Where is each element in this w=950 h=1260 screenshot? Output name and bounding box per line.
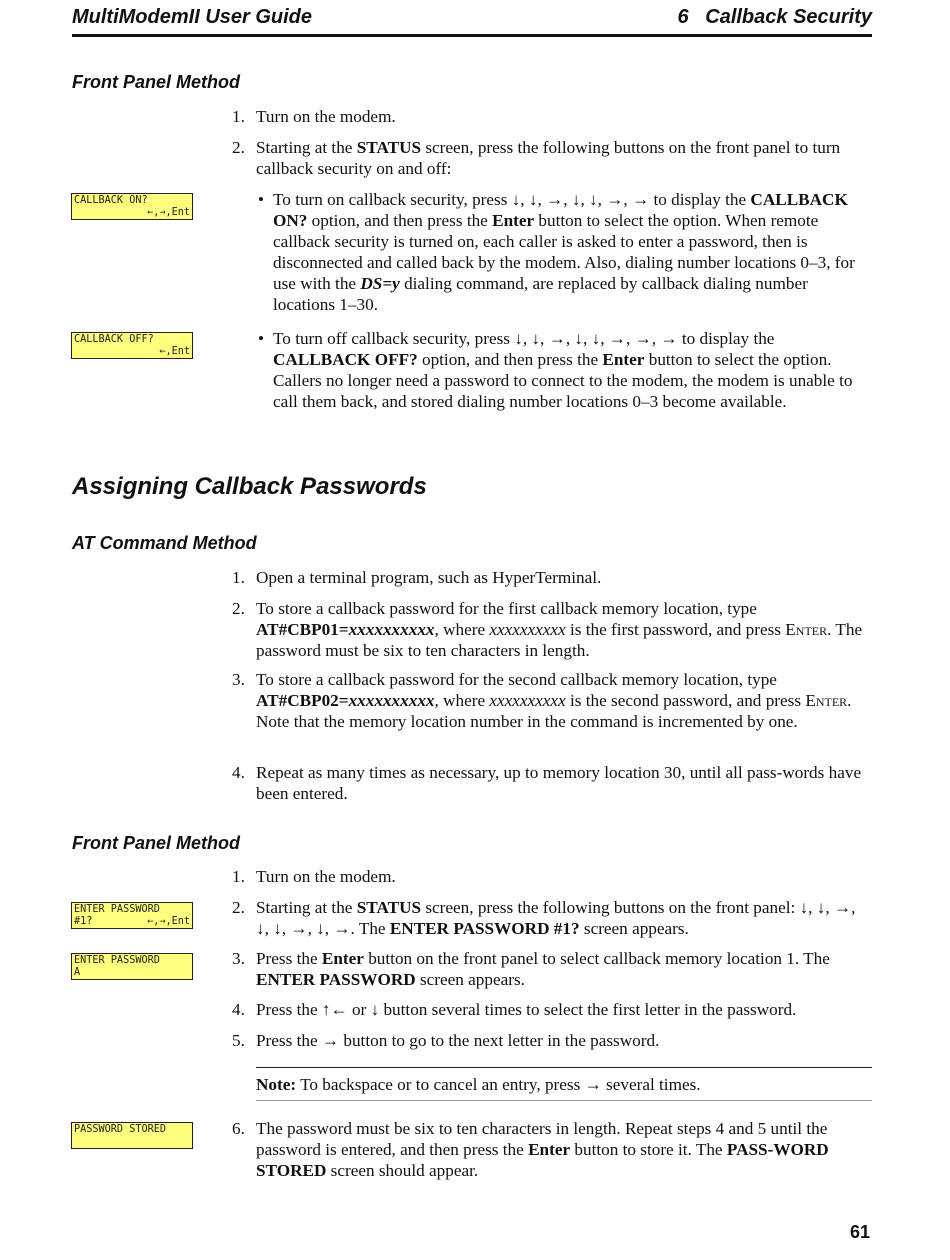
step-text: Turn on the modem. xyxy=(256,107,396,126)
running-header-title: MultiModemII User Guide xyxy=(72,6,313,28)
heading-at-command-method: AT Command Method xyxy=(72,533,257,553)
list-item: 3. To store a callback password for the second callback memory location, type AT#CBP02=xxxxxxxxxx, where xxxxxxxxxx is the second password, and press Enter. Note that the memory location number in the command is incremented by one. xyxy=(232,670,852,731)
list-item: 2. Starting at the STATUS screen, press the following buttons on the front panel: ↓, ↓, →, ↓, ↓, →, ↓, →. The ENTER PASSWORD #1? screen appears. xyxy=(232,898,856,938)
note-text: To backspace or to cancel an entry, press → several times. xyxy=(296,1075,701,1094)
lcd-display-password-stored: PASSWORD STORED xyxy=(71,1122,193,1149)
list-item: 4. Repeat as many times as necessary, up to memory location 30, until all pass-words have been entered. xyxy=(232,763,862,803)
list-item: 1. Turn on the modem. xyxy=(232,867,396,886)
bullet-text: To turn off callback security, press ↓, ↓, →, ↓, ↓, →, →, → to display the CALLBACK OFF? option, and then press the Enter button to select the option. Callers no longer need a password to connect to the modem, the modem is unable to call them back, and stored dialing number locations 0–3 become available. xyxy=(273,329,853,411)
lcd-display-callback-off: CALLBACK OFF? ←,Ent xyxy=(71,332,193,359)
note-label: Note: xyxy=(256,1075,297,1094)
list-item: 6. The password must be six to ten characters in length. Repeat steps 4 and 5 until the password is entered, and then press the Enter button to store it. The PASS-WORD STORED screen should appear. xyxy=(232,1119,829,1180)
header-rule xyxy=(72,34,872,37)
list-item: 1. Open a terminal program, such as HyperTerminal. xyxy=(232,568,602,587)
page-number: 61 xyxy=(849,1222,870,1242)
lcd-display-enter-password-1: ENTER PASSWORD #1? ←,→,Ent xyxy=(71,902,193,929)
running-header-chapter: 6 Callback Security xyxy=(677,6,872,28)
list-item: • To turn off callback security, press ↓, ↓, →, ↓, ↓, →, →, → to display the CALLBACK OFF? option, and then press the Enter button to select the option. Callers no longer need a password to connect to the modem, the modem is unable to call them back, and stored dialing number locations 0–3 become available. xyxy=(258,328,872,412)
heading-front-panel-method-2: Front Panel Method xyxy=(72,833,240,853)
bullet-text: To turn on callback security, press ↓, ↓, →, ↓, ↓, →, → to display the CALLBACK ON? option, and then press the Enter button to select the option. When remote callback security is turned on, each caller is asked to enter a password, then is disconnected and called back by the modem. Also, dialing number locations 0–3, for use with the DS=y dialing command, are replaced by callback dialing number locations 1–30. xyxy=(273,190,855,314)
list-item: 3. Press the Enter button on the front panel to select callback memory location 1. The ENTER PASSWORD screen appears. xyxy=(232,949,830,989)
list-item: • To turn on callback security, press ↓, ↓, →, ↓, ↓, →, → to display the CALLBACK ON? option, and then press the Enter button to select the option. When remote callback security is turned on, each caller is asked to enter a password, then is disconnected and called back by the modem. Also, dialing number locations 0–3, for use with the DS=y dialing command, are replaced by callback dialing number locations 1–30. xyxy=(258,189,872,315)
list-item: 5. Press the → button to go to the next letter in the password. xyxy=(232,1031,660,1050)
lcd-display-callback-on: CALLBACK ON? ←,→,Ent xyxy=(71,193,193,220)
step-number: 1. xyxy=(232,107,245,126)
note-box xyxy=(256,1067,872,1101)
step-number: 2. xyxy=(232,138,245,157)
step-text: Starting at the STATUS screen, press the following buttons on the front panel to turn callback security on and off: xyxy=(256,138,841,178)
heading-front-panel-method-1: Front Panel Method xyxy=(72,72,240,92)
list-item: 2. To store a callback password for the first callback memory location, type AT#CBP01=xxxxxxxxxx, where xxxxxxxxxx is the first password, and press Enter. The password must be six to ten characters in length. xyxy=(232,599,863,660)
lcd-display-enter-password: ENTER PASSWORD A xyxy=(71,953,193,980)
section-title: Assigning Callback Passwords xyxy=(72,473,427,500)
list-item xyxy=(232,137,872,179)
list-item: 4. Press the ↑← or ↓ button several times to select the first letter in the password. xyxy=(232,1000,797,1019)
list-item xyxy=(232,106,872,127)
